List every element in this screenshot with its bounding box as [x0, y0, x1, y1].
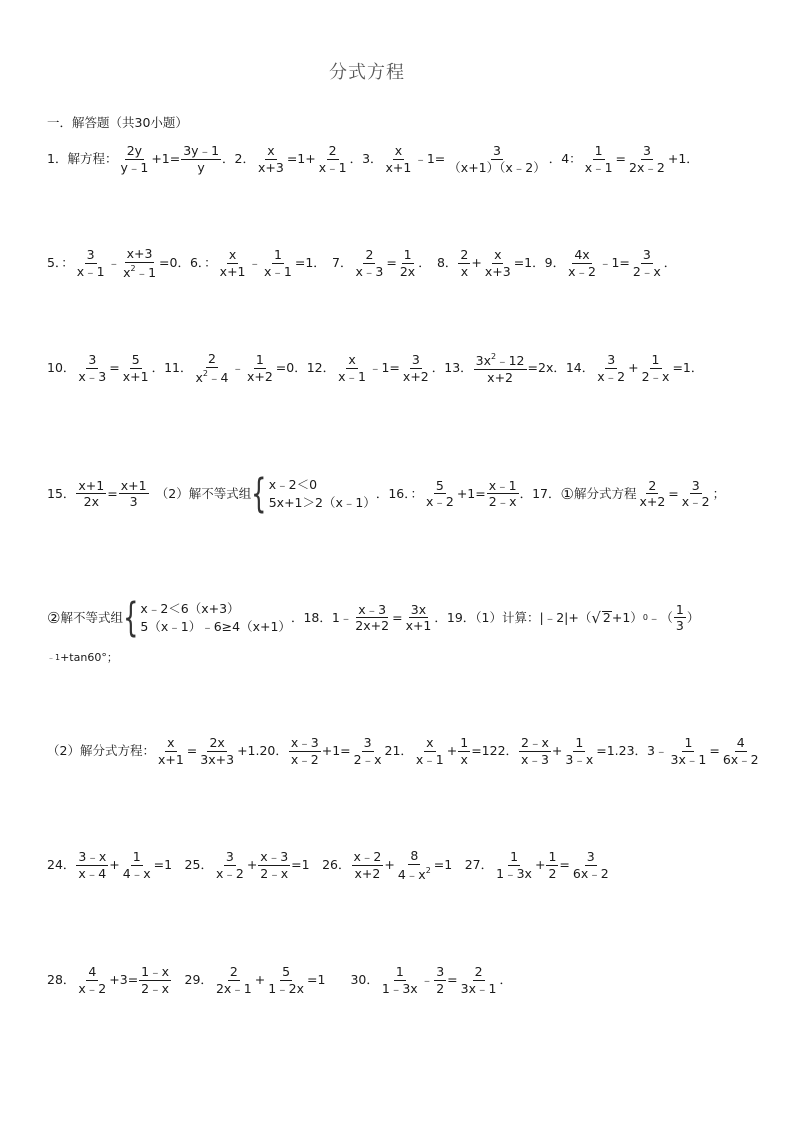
problem-line-3: 10． $\frac{3}{x﹣3}$ = $\frac{5}{x+1}$ ．11． $\frac{2}{x^2﹣4}$ ﹣ $\frac{1}{x+2}$ =0．12． $\frac{x}{x﹣1}$ ﹣1= $\frac{3}{x+2}$ ．13． $\frac{3x^2﹣12}{x+2}$ =2x．14． $\frac{3}{x﹣2}$ + $\frac{1}{2﹣x}$ =1． — [47, 351, 704, 385]
fraction: $\frac{2y}{y﹣1}$ — [120, 143, 149, 175]
fraction: $\frac{x}{x+3}$ — [484, 247, 511, 279]
fraction: $\frac{x﹣3}{2﹣x}$ — [260, 849, 289, 881]
fraction: $\frac{x+1}{3}$ — [120, 477, 147, 509]
problem-line-2: 5．： $\frac{3}{x﹣1}$ ﹣ $\frac{x+3}{x^2﹣1}$ =0．6．： $\frac{x}{x+1}$ ﹣ $\frac{1}{x﹣1}$ =1． 7． $\frac{2}{x﹣3}$ = $\frac{1}{2x}$ ． 8． $\frac{2}{x}$ + $\frac{x}{x+3}$ =1．9． $\frac{4x}{x﹣2}$ ﹣1= $\frac{3}{2﹣x}$ ． — [47, 246, 677, 280]
fraction: $\frac{3}{x+2}$ — [402, 352, 429, 384]
fraction: $\frac{1}{x}$ — [460, 735, 469, 767]
fraction: $\frac{5}{1﹣2x}$ — [268, 964, 305, 996]
inequality-system: { x﹣2＜0 5x+1＞2（x﹣1） — [251, 471, 376, 517]
problem-line-8: 28． $\frac{4}{x﹣2}$ +3= $\frac{1﹣x}{2﹣x}$ 29． $\frac{2}{2x﹣1}$ + $\frac{5}{1﹣2x}$ =1 30． $\frac{1}{1﹣3x}$ ﹣ $\frac{3}{2}$ = $\frac{2}{3x﹣1}$ ． — [47, 964, 512, 996]
fraction: $\frac{x﹣3}{2x+2}$ — [355, 601, 390, 633]
fraction: $\frac{3x^2﹣12}{x+2}$ — [475, 352, 525, 385]
fraction: $\frac{4}{6x﹣2}$ — [722, 735, 759, 767]
fraction: $\frac{1}{x﹣1}$ — [264, 247, 292, 279]
circled-number: ① — [560, 484, 574, 503]
section-heading: 一．解答题（共30小题） — [47, 115, 188, 130]
fraction: $\frac{2}{3x﹣1}$ — [460, 964, 497, 996]
problem-line-4: 15． $\frac{x+1}{2x}$ = $\frac{x+1}{3}$ （2）解不等式组 { x﹣2＜0 5x+1＞2（x﹣1） ．16．： $\frac{5}{x﹣2}$ +1= $\frac{x﹣1}{2﹣x}$ ．17． ① 解分式方程 $\frac{2}{x+2}$ = $\frac{3}{x﹣2}$ ； — [47, 471, 726, 517]
fraction: $\frac{x+1}{2x}$ — [78, 477, 105, 509]
fraction: $\frac{3}{2}$ — [436, 964, 445, 996]
fraction: $\frac{3}{x﹣3}$ — [78, 352, 107, 384]
problem-line-5-continued: ﹣1 +tan60°； — [47, 651, 118, 664]
fraction: $\frac{x}{x+1}$ — [385, 143, 412, 175]
problem-line-6: （2）解分式方程： $\frac{x}{x+1}$ = $\frac{2x}{3x+3}$ +1.20． $\frac{x﹣3}{x﹣2}$ +1= $\frac{3}{2﹣x}$ 21． $\frac{x}{x﹣1}$ + $\frac{1}{x}$ =122． $\frac{2﹣x}{x﹣3}$ + $\frac{1}{3﹣x}$ =1.23．3﹣ $\frac{1}{3x﹣1}$ = $\frac{4}{6x﹣2}$ — [47, 735, 759, 767]
fraction: $\frac{2}{2x﹣1}$ — [215, 964, 252, 996]
fraction: $\frac{3}{x﹣1}$ — [76, 247, 105, 279]
fraction: $\frac{2}{x+2}$ — [639, 477, 666, 509]
fraction: $\frac{x﹣2}{x+2}$ — [353, 849, 382, 881]
fraction: $\frac{1}{3x﹣1}$ — [670, 735, 707, 767]
square-root: √ 2 — [591, 608, 611, 627]
fraction: $\frac{1}{2x}$ — [399, 247, 416, 279]
fraction: $\frac{x}{x﹣1}$ — [338, 352, 366, 384]
fraction: $\frac{1}{2}$ — [548, 849, 557, 881]
problem-line-5: ② 解不等式组 { x﹣2＜6（x+3） 5（x﹣1）﹣6≥4（x+1） ．18．1﹣ $\frac{x﹣3}{2x+2}$ = $\frac{3x}{x+1}$ ．19．（1）计算：|﹣2|+（ √ 2 +1） 0 ﹣（ $\frac{1}{3}$ ） — [47, 595, 700, 641]
fraction: $\frac{x}{x﹣1}$ — [415, 735, 444, 767]
fraction: $\frac{2}{x﹣1}$ — [318, 143, 347, 175]
fraction: $\frac{x}{x+1}$ — [157, 735, 184, 767]
page-title: 分式方程 — [329, 62, 405, 83]
fraction: $\frac{1}{x﹣1}$ — [584, 143, 613, 175]
fraction: $\frac{2﹣x}{x﹣3}$ — [521, 735, 549, 767]
fraction: $\frac{1}{3}$ — [675, 601, 684, 633]
fraction: $\frac{3}{(x+1)(x﹣2)}$ — [448, 143, 546, 175]
fraction: $\frac{3}{x﹣2}$ — [215, 849, 244, 881]
fraction: $\frac{3}{2﹣x}$ — [632, 247, 661, 279]
fraction: $\frac{1}{2﹣x}$ — [641, 352, 670, 384]
fraction: $\frac{1}{x+2}$ — [246, 352, 273, 384]
fraction: $\frac{2}{x^2﹣4}$ — [195, 351, 229, 385]
fraction: $\frac{5}{x﹣2}$ — [425, 477, 454, 509]
fraction: $\frac{8}{4﹣x^2}$ — [397, 848, 431, 882]
fraction: $\frac{x﹣3}{x﹣2}$ — [290, 735, 319, 767]
fraction: $\frac{2}{x﹣3}$ — [355, 247, 384, 279]
fraction: $\frac{3}{x﹣2}$ — [681, 477, 710, 509]
fraction: $\frac{2}{x}$ — [460, 247, 469, 279]
fraction: $\frac{1}{4﹣x}$ — [122, 849, 151, 881]
fraction: $\frac{3}{x﹣2}$ — [597, 352, 626, 384]
fraction: $\frac{x+3}{x^2﹣1}$ — [123, 246, 157, 280]
fraction: $\frac{1}{3﹣x}$ — [565, 735, 594, 767]
fraction: $\frac{3}{2﹣x}$ — [353, 735, 382, 767]
fraction: $\frac{3y﹣1}{y}$ — [183, 143, 220, 175]
fraction: $\frac{3x}{x+1}$ — [405, 601, 432, 633]
fraction: $\frac{3}{6x﹣2}$ — [572, 849, 609, 881]
fraction: $\frac{1﹣x}{2﹣x}$ — [141, 964, 170, 996]
inequality-system: { x﹣2＜6（x+3） 5（x﹣1）﹣6≥4（x+1） — [123, 595, 291, 641]
fraction: $\frac{4}{x﹣2}$ — [78, 964, 107, 996]
fraction: $\frac{3}{2x﹣2}$ — [629, 143, 665, 175]
fraction: $\frac{x}{x+1}$ — [219, 247, 246, 279]
fraction: $\frac{2x}{3x+3}$ — [200, 735, 235, 767]
fraction: $\frac{3﹣x}{x﹣4}$ — [78, 849, 107, 881]
circled-number: ② — [47, 608, 61, 627]
problem-1-label: 1．解方程： — [47, 151, 118, 167]
problem-line-7: 24． $\frac{3﹣x}{x﹣4}$ + $\frac{1}{4﹣x}$ =1 25． $\frac{3}{x﹣2}$ + $\frac{x﹣3}{2﹣x}$ =1 26． $\frac{x﹣2}{x+2}$ + $\frac{8}{4﹣x^2}$ =1 27． $\frac{1}{1﹣3x}$ + $\frac{1}{2}$ = $\frac{3}{6x﹣2}$ — [47, 848, 609, 882]
fraction: $\frac{1}{1﹣3x}$ — [496, 849, 532, 881]
fraction: $\frac{1}{1﹣3x}$ — [381, 964, 418, 996]
problem-line-1: 1．解方程： $\frac{2y}{y﹣1}$ +1= $\frac{3y﹣1}{y}$ ．2． $\frac{x}{x+3}$ =1+ $\frac{2}{x﹣1}$ ．3． $\frac{x}{x+1}$ ﹣1= $\frac{3}{(x+1)(x﹣2)}$ ．4： $\frac{1}{x﹣1}$ = $\frac{3}{2x﹣2}$ +1． — [47, 143, 699, 175]
fraction: $\frac{5}{x+1}$ — [122, 352, 149, 384]
fraction: $\frac{4x}{x﹣2}$ — [568, 247, 596, 279]
fraction: $\frac{x}{x+3}$ — [257, 143, 284, 175]
fraction: $\frac{x﹣1}{2﹣x}$ — [488, 477, 517, 509]
